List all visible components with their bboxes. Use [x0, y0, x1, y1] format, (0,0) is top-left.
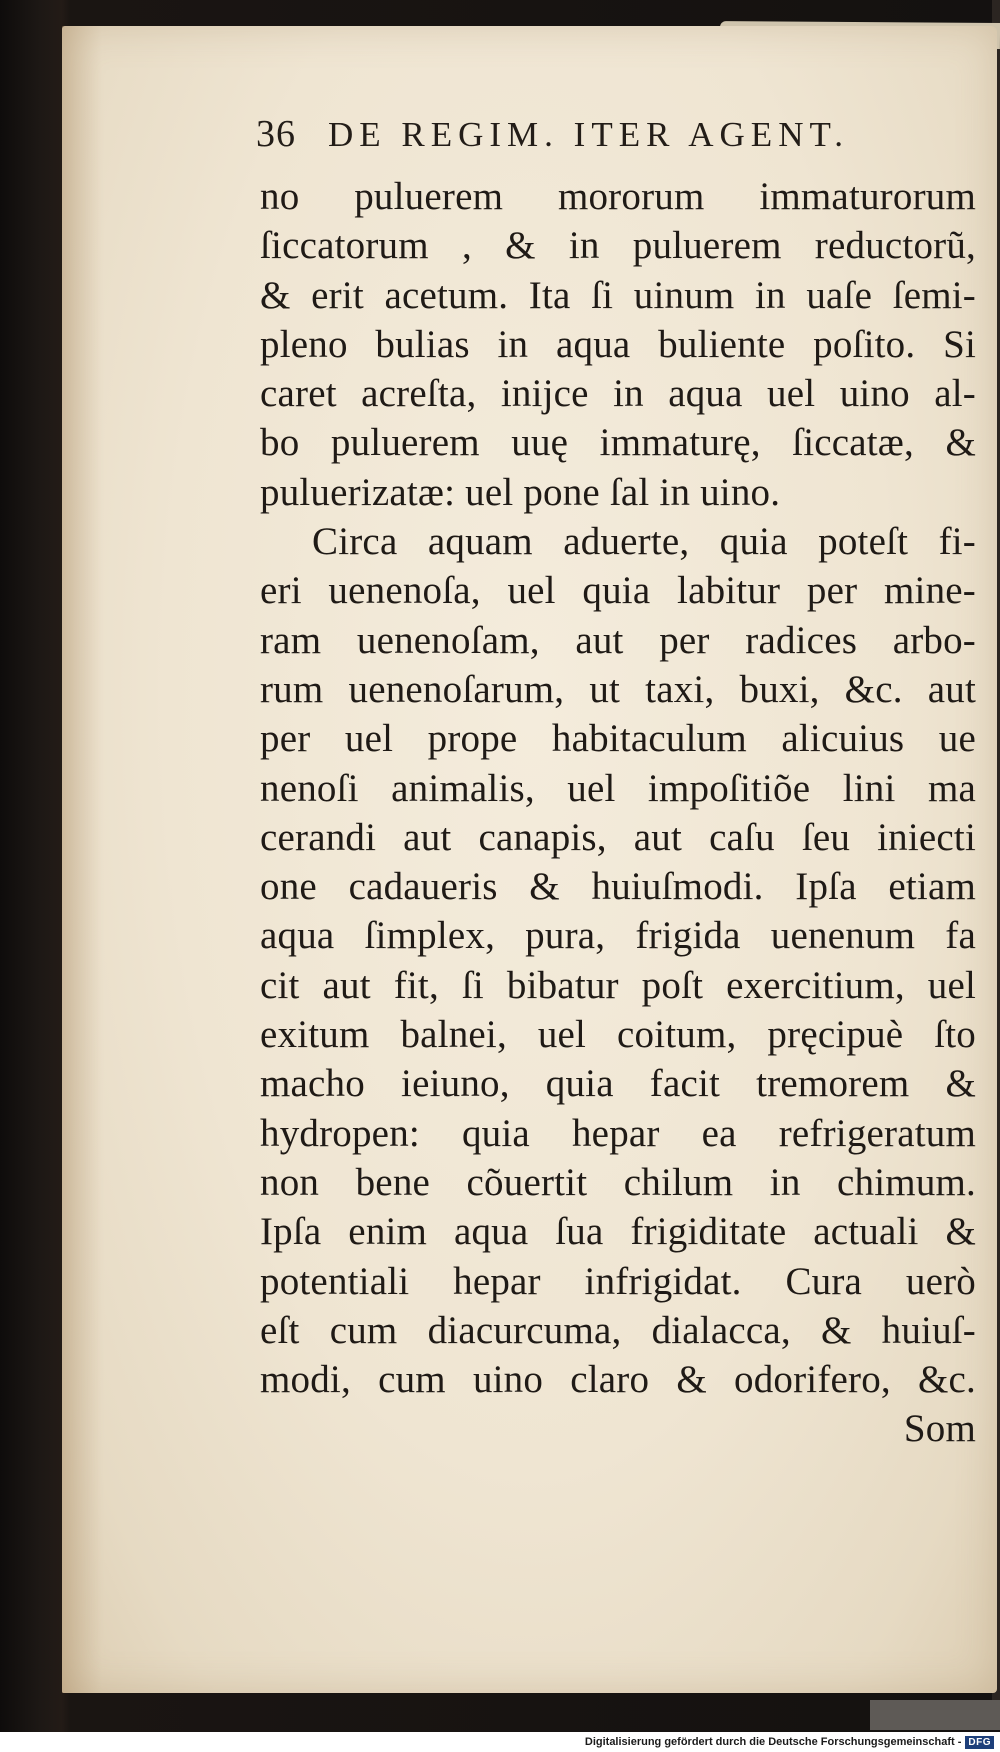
text-line: pleno bulias in aqua buliente poſito. Si — [260, 322, 976, 366]
text-line: macho ieiuno, quia facit tremorem & — [260, 1062, 976, 1106]
text-line: modi, cum uino claro & odorifero, &c. — [260, 1358, 976, 1402]
dfg-logo: DFG — [965, 1736, 994, 1749]
text-line: one cadaueris & huiuſmodi. Ipſa etiam — [260, 865, 976, 909]
page-number: 36 — [256, 113, 296, 155]
text-line: Circa aquam aduerte, quia poteſt fi- — [312, 520, 976, 564]
text-line: exitum balnei, uel coitum, pręcipuè ſto — [260, 1013, 976, 1057]
page-header — [256, 112, 936, 156]
text-line: eſt cum diacurcuma, dialacca, & huiuſ- — [260, 1308, 976, 1352]
running-head: DE REGIM. ITER AGENT. — [328, 115, 849, 154]
text-line: Ipſa enim aqua ſua frigiditate actuali & — [260, 1210, 976, 1254]
text-line: puluerizatæ: uel pone ſal in uino. — [260, 470, 781, 514]
text-line: eri uenenoſa, uel quia labitur per mine- — [260, 569, 976, 613]
text-line: aqua ſimplex, pura, frigida uenenum fa — [260, 914, 976, 958]
text-line: & erit acetum. Ita ſi uinum in uaſe ſemi- — [260, 273, 976, 317]
text-line: caret acreſta, inijce in aqua uel uino al- — [260, 372, 976, 416]
scanner-corner-block — [870, 1700, 1000, 1730]
text-line: cerandi aut canapis, aut caſu ſeu iniecti — [260, 815, 976, 859]
text-line: bo puluerem uuę immaturę, ſiccatæ, & — [260, 421, 976, 465]
catchword: Som — [903, 1407, 976, 1451]
text-line: ram uenenoſam, aut per radices arbo- — [260, 618, 976, 662]
text-line: ſiccatorum , & in puluerem reductorũ, — [260, 224, 976, 268]
text-line: cit aut fit, ſi bibatur poſt exercitium, uel — [260, 963, 976, 1007]
funding-credit: Digitalisierung gefördert durch die Deutsche Forschungsgemeinschaft - — [584, 1736, 962, 1748]
text-line: rum uenenoſarum, ut taxi, buxi, &c. aut — [260, 667, 976, 711]
text-line: nenoſi animalis, uel impoſitiõe lini ma — [260, 766, 976, 810]
digitization-footer — [0, 1732, 1000, 1752]
text-line: non bene cõuertit chilum in chimum. — [260, 1160, 976, 1204]
text-line: no puluerem mororum immaturorum — [260, 175, 976, 218]
body-text — [260, 172, 980, 1454]
text-line: per uel prope habitaculum alicuius ue — [260, 717, 976, 761]
text-line: potentiali hepar infrigidat. Cura uerò — [260, 1259, 976, 1303]
text-line: hydropen: quia hepar ea refrigeratum — [260, 1111, 976, 1155]
